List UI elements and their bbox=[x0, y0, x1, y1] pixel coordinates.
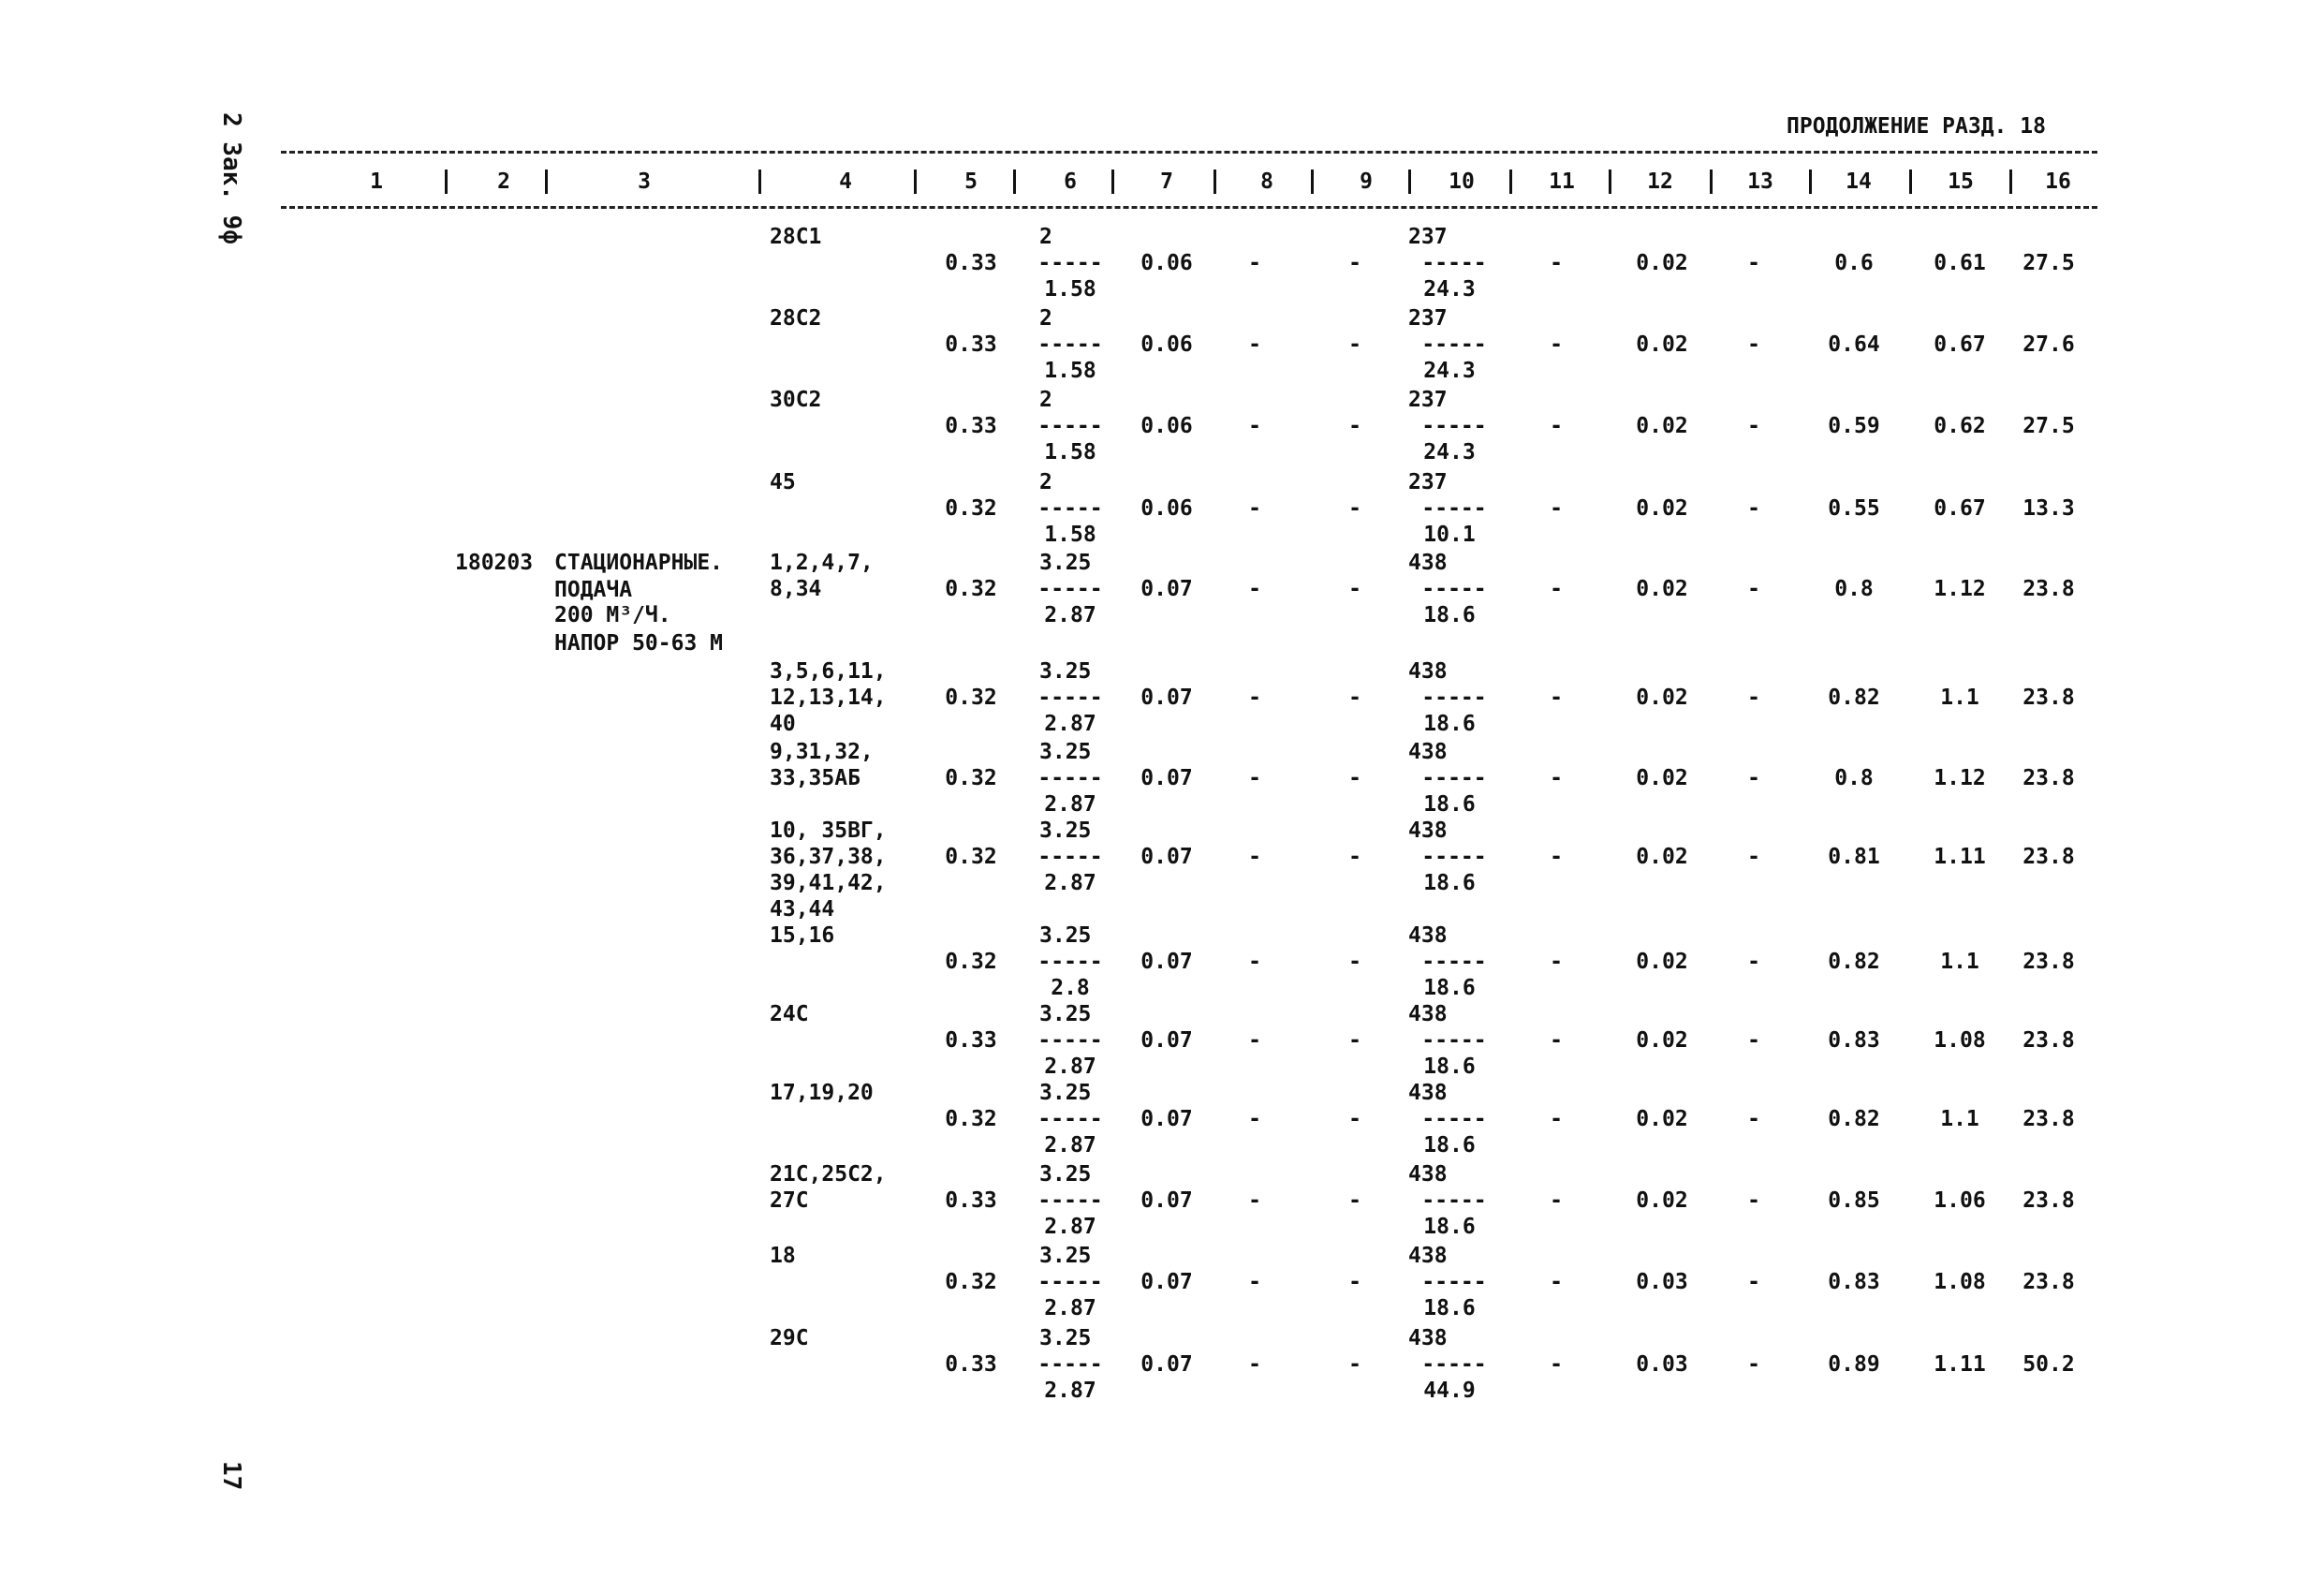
row-12-col11: - bbox=[1550, 1188, 1563, 1213]
group-desc-line-3: 200 М³/Ч. bbox=[554, 603, 671, 627]
row-7-col12: 0.02 bbox=[1636, 766, 1688, 790]
row-2-col14: 0.64 bbox=[1828, 332, 1880, 357]
row-4-col6-num: 2 bbox=[1039, 470, 1052, 494]
row-4-col16: 13.3 bbox=[2022, 496, 2075, 521]
row-7-col8: - bbox=[1248, 766, 1261, 790]
row-12-id-line: 27С bbox=[770, 1188, 809, 1213]
row-3-col10-bar: ----- bbox=[1421, 414, 1487, 438]
row-14-col11: - bbox=[1550, 1352, 1563, 1377]
row-13-col6-bar: ----- bbox=[1037, 1270, 1103, 1294]
row-7-col16: 23.8 bbox=[2022, 766, 2075, 790]
row-14-col13: - bbox=[1747, 1352, 1760, 1377]
row-9-col10-den: 18.6 bbox=[1423, 976, 1476, 1000]
row-11-col12: 0.02 bbox=[1636, 1107, 1688, 1131]
group-desc-line-4: НАПОР 50-63 М bbox=[554, 631, 724, 656]
row-13-col13: - bbox=[1747, 1270, 1760, 1294]
row-3-col15: 0.62 bbox=[1934, 414, 1986, 438]
row-2-id-line: 28С2 bbox=[770, 306, 822, 331]
row-2-col16: 27.6 bbox=[2022, 332, 2075, 357]
row-11-col6-den: 2.87 bbox=[1044, 1133, 1096, 1158]
row-12-col6-bar: ----- bbox=[1037, 1188, 1103, 1213]
row-8-col10-num: 438 bbox=[1408, 819, 1448, 843]
row-13-col9: - bbox=[1348, 1270, 1361, 1294]
row-1-col6-den: 1.58 bbox=[1044, 277, 1096, 302]
row-1-id-line: 28С1 bbox=[770, 225, 822, 249]
row-9-col16: 23.8 bbox=[2022, 950, 2075, 974]
row-12-col14: 0.85 bbox=[1828, 1188, 1880, 1213]
row-13-col11: - bbox=[1550, 1270, 1563, 1294]
row-4-col11: - bbox=[1550, 496, 1563, 521]
row-13-col10-bar: ----- bbox=[1421, 1270, 1487, 1294]
row-2-col13: - bbox=[1747, 332, 1760, 357]
row-12-col6-num: 3.25 bbox=[1039, 1162, 1092, 1187]
row-7-col7: 0.07 bbox=[1140, 766, 1193, 790]
row-11-col9: - bbox=[1348, 1107, 1361, 1131]
row-8-col14: 0.81 bbox=[1828, 845, 1880, 869]
row-4-id-line: 45 bbox=[770, 470, 796, 494]
row-8-col6-num: 3.25 bbox=[1039, 819, 1092, 843]
row-7-col6-num: 3.25 bbox=[1039, 740, 1092, 764]
row-2-col6-bar: ----- bbox=[1037, 332, 1103, 357]
row-2-col6-num: 2 bbox=[1039, 306, 1052, 331]
row-14-col6-bar: ----- bbox=[1037, 1352, 1103, 1377]
row-2-col8: - bbox=[1248, 332, 1261, 357]
row-13-col10-den: 18.6 bbox=[1423, 1296, 1476, 1320]
row-14-col16: 50.2 bbox=[2022, 1352, 2075, 1377]
row-11-id-line: 17,19,20 bbox=[770, 1081, 874, 1105]
order-number-note: 2 Зак. 9ф bbox=[217, 112, 245, 244]
row-6-col8: - bbox=[1248, 686, 1261, 710]
row-2-col10-den: 24.3 bbox=[1423, 359, 1476, 383]
row-1-col10-den: 24.3 bbox=[1423, 277, 1476, 302]
row-13-col5: 0.32 bbox=[945, 1270, 997, 1294]
column-header-2: 2 bbox=[497, 170, 510, 194]
row-4-col5: 0.32 bbox=[945, 496, 997, 521]
row-10-col6-bar: ----- bbox=[1037, 1028, 1103, 1053]
row-1-col7: 0.06 bbox=[1140, 251, 1193, 275]
row-8-id-line: 43,44 bbox=[770, 897, 835, 922]
row-11-col6-num: 3.25 bbox=[1039, 1081, 1092, 1105]
row-13-col16: 23.8 bbox=[2022, 1270, 2075, 1294]
row-6-col13: - bbox=[1747, 686, 1760, 710]
row-11-col16: 23.8 bbox=[2022, 1107, 2075, 1131]
row-5-col7: 0.07 bbox=[1140, 577, 1193, 601]
row-8-id-line: 36,37,38, bbox=[770, 845, 887, 869]
row-14-col10-bar: ----- bbox=[1421, 1352, 1487, 1377]
row-10-col15: 1.08 bbox=[1934, 1028, 1986, 1053]
row-5-col6-bar: ----- bbox=[1037, 577, 1103, 601]
row-14-col8: - bbox=[1248, 1352, 1261, 1377]
row-4-col10-bar: ----- bbox=[1421, 496, 1487, 521]
row-11-col7: 0.07 bbox=[1140, 1107, 1193, 1131]
column-header-6: 6 bbox=[1064, 170, 1077, 194]
row-5-col9: - bbox=[1348, 577, 1361, 601]
row-6-col12: 0.02 bbox=[1636, 686, 1688, 710]
row-3-col13: - bbox=[1747, 414, 1760, 438]
row-1-col9: - bbox=[1348, 251, 1361, 275]
row-5-col10-num: 438 bbox=[1408, 551, 1448, 575]
row-14-id-line: 29С bbox=[770, 1326, 809, 1350]
group-desc-line-2: ПОДАЧА bbox=[554, 578, 633, 602]
row-1-col15: 0.61 bbox=[1934, 251, 1986, 275]
row-1-col16: 27.5 bbox=[2022, 251, 2075, 275]
row-8-col13: - bbox=[1747, 845, 1760, 869]
row-10-col9: - bbox=[1348, 1028, 1361, 1053]
row-5-id-line: 1,2,4,7, bbox=[770, 551, 874, 575]
row-3-col6-den: 1.58 bbox=[1044, 440, 1096, 465]
column-header-9: 9 bbox=[1360, 170, 1373, 194]
row-6-col6-num: 3.25 bbox=[1039, 659, 1092, 684]
row-12-col7: 0.07 bbox=[1140, 1188, 1193, 1213]
row-1-col10-bar: ----- bbox=[1421, 251, 1487, 275]
row-14-col14: 0.89 bbox=[1828, 1352, 1880, 1377]
row-2-col9: - bbox=[1348, 332, 1361, 357]
row-6-col16: 23.8 bbox=[2022, 686, 2075, 710]
row-9-col10-num: 438 bbox=[1408, 923, 1448, 948]
row-3-col8: - bbox=[1248, 414, 1261, 438]
row-5-col10-den: 18.6 bbox=[1423, 603, 1476, 627]
row-4-col13: - bbox=[1747, 496, 1760, 521]
row-14-col12: 0.03 bbox=[1636, 1352, 1688, 1377]
row-9-col6-bar: ----- bbox=[1037, 950, 1103, 974]
row-2-col10-bar: ----- bbox=[1421, 332, 1487, 357]
row-11-col10-bar: ----- bbox=[1421, 1107, 1487, 1131]
row-12-col10-num: 438 bbox=[1408, 1162, 1448, 1187]
row-7-col15: 1.12 bbox=[1934, 766, 1986, 790]
row-11-col11: - bbox=[1550, 1107, 1563, 1131]
row-12-col8: - bbox=[1248, 1188, 1261, 1213]
row-8-col5: 0.32 bbox=[945, 845, 997, 869]
row-6-id-line: 40 bbox=[770, 712, 796, 736]
row-6-col10-bar: ----- bbox=[1421, 686, 1487, 710]
row-3-col6-bar: ----- bbox=[1037, 414, 1103, 438]
row-3-col16: 27.5 bbox=[2022, 414, 2075, 438]
row-11-col10-den: 18.6 bbox=[1423, 1133, 1476, 1158]
row-8-col9: - bbox=[1348, 845, 1361, 869]
row-6-col10-num: 438 bbox=[1408, 659, 1448, 684]
row-7-col11: - bbox=[1550, 766, 1563, 790]
row-14-col6-den: 2.87 bbox=[1044, 1379, 1096, 1403]
row-1-col8: - bbox=[1248, 251, 1261, 275]
continuation-title: ПРОДОЛЖЕНИЕ РАЗД. 18 bbox=[1787, 114, 2046, 139]
row-2-col10-num: 237 bbox=[1408, 306, 1448, 331]
row-13-col10-num: 438 bbox=[1408, 1244, 1448, 1268]
row-12-col9: - bbox=[1348, 1188, 1361, 1213]
row-2-col15: 0.67 bbox=[1934, 332, 1986, 357]
row-9-col15: 1.1 bbox=[1940, 950, 1979, 974]
row-10-id-line: 24С bbox=[770, 1002, 809, 1026]
row-10-col10-bar: ----- bbox=[1421, 1028, 1487, 1053]
row-12-col6-den: 2.87 bbox=[1044, 1215, 1096, 1239]
row-11-col5: 0.32 bbox=[945, 1107, 997, 1131]
row-5-col13: - bbox=[1747, 577, 1760, 601]
column-header-16: 16 bbox=[2045, 170, 2071, 194]
row-4-col6-bar: ----- bbox=[1037, 496, 1103, 521]
row-2-col7: 0.06 bbox=[1140, 332, 1193, 357]
row-8-col15: 1.11 bbox=[1934, 845, 1986, 869]
row-8-id-line: 39,41,42, bbox=[770, 871, 887, 895]
row-3-col5: 0.33 bbox=[945, 414, 997, 438]
row-3-col7: 0.06 bbox=[1140, 414, 1193, 438]
row-10-col10-num: 438 bbox=[1408, 1002, 1448, 1026]
row-2-col5: 0.33 bbox=[945, 332, 997, 357]
row-7-id-line: 9,31,32, bbox=[770, 740, 874, 764]
row-5-col12: 0.02 bbox=[1636, 577, 1688, 601]
row-13-col8: - bbox=[1248, 1270, 1261, 1294]
row-9-col10-bar: ----- bbox=[1421, 950, 1487, 974]
column-header-14: 14 bbox=[1846, 170, 1872, 194]
row-9-col8: - bbox=[1248, 950, 1261, 974]
row-10-col13: - bbox=[1747, 1028, 1760, 1053]
row-6-col9: - bbox=[1348, 686, 1361, 710]
row-11-col14: 0.82 bbox=[1828, 1107, 1880, 1131]
row-12-col15: 1.06 bbox=[1934, 1188, 1986, 1213]
column-header-10: 10 bbox=[1449, 170, 1475, 194]
row-5-col6-den: 2.87 bbox=[1044, 603, 1096, 627]
row-7-col9: - bbox=[1348, 766, 1361, 790]
row-13-col12: 0.03 bbox=[1636, 1270, 1688, 1294]
row-12-col5: 0.33 bbox=[945, 1188, 997, 1213]
row-1-col5: 0.33 bbox=[945, 251, 997, 275]
row-5-col5: 0.32 bbox=[945, 577, 997, 601]
row-13-col15: 1.08 bbox=[1934, 1270, 1986, 1294]
row-14-col9: - bbox=[1348, 1352, 1361, 1377]
row-13-col6-den: 2.87 bbox=[1044, 1296, 1096, 1320]
column-header-11: 11 bbox=[1549, 170, 1575, 194]
row-4-col7: 0.06 bbox=[1140, 496, 1193, 521]
column-header-4: 4 bbox=[839, 170, 852, 194]
row-7-col10-den: 18.6 bbox=[1423, 792, 1476, 817]
row-10-col10-den: 18.6 bbox=[1423, 1055, 1476, 1079]
row-14-col10-num: 438 bbox=[1408, 1326, 1448, 1350]
row-12-col12: 0.02 bbox=[1636, 1188, 1688, 1213]
row-8-col10-bar: ----- bbox=[1421, 845, 1487, 869]
row-12-col10-den: 18.6 bbox=[1423, 1215, 1476, 1239]
row-9-id-line: 15,16 bbox=[770, 923, 835, 948]
row-7-col13: - bbox=[1747, 766, 1760, 790]
row-14-col15: 1.11 bbox=[1934, 1352, 1986, 1377]
row-8-col6-den: 2.87 bbox=[1044, 871, 1096, 895]
row-4-col8: - bbox=[1248, 496, 1261, 521]
row-9-col7: 0.07 bbox=[1140, 950, 1193, 974]
row-7-col10-bar: ----- bbox=[1421, 766, 1487, 790]
column-header-12: 12 bbox=[1647, 170, 1673, 194]
row-8-col10-den: 18.6 bbox=[1423, 871, 1476, 895]
row-6-col6-bar: ----- bbox=[1037, 686, 1103, 710]
row-8-col16: 23.8 bbox=[2022, 845, 2075, 869]
row-7-col5: 0.32 bbox=[945, 766, 997, 790]
row-3-col6-num: 2 bbox=[1039, 388, 1052, 412]
row-9-col5: 0.32 bbox=[945, 950, 997, 974]
row-4-col10-num: 237 bbox=[1408, 470, 1448, 494]
column-header-15: 15 bbox=[1948, 170, 1974, 194]
row-10-col11: - bbox=[1550, 1028, 1563, 1053]
column-header-8: 8 bbox=[1260, 170, 1273, 194]
row-6-col14: 0.82 bbox=[1828, 686, 1880, 710]
column-header-13: 13 bbox=[1747, 170, 1773, 194]
row-9-col14: 0.82 bbox=[1828, 950, 1880, 974]
row-13-col14: 0.83 bbox=[1828, 1270, 1880, 1294]
row-5-col16: 23.8 bbox=[2022, 577, 2075, 601]
row-6-col11: - bbox=[1550, 686, 1563, 710]
row-5-id-line: 8,34 bbox=[770, 577, 822, 601]
row-13-col7: 0.07 bbox=[1140, 1270, 1193, 1294]
row-3-col11: - bbox=[1550, 414, 1563, 438]
row-2-col12: 0.02 bbox=[1636, 332, 1688, 357]
row-5-col11: - bbox=[1550, 577, 1563, 601]
row-6-col5: 0.32 bbox=[945, 686, 997, 710]
row-1-col13: - bbox=[1747, 251, 1760, 275]
row-12-col16: 23.8 bbox=[2022, 1188, 2075, 1213]
row-7-col6-bar: ----- bbox=[1037, 766, 1103, 790]
row-8-col7: 0.07 bbox=[1140, 845, 1193, 869]
row-10-col7: 0.07 bbox=[1140, 1028, 1193, 1053]
row-12-id-line: 21С,25С2, bbox=[770, 1162, 887, 1187]
row-10-col12: 0.02 bbox=[1636, 1028, 1688, 1053]
row-8-col8: - bbox=[1248, 845, 1261, 869]
row-1-col12: 0.02 bbox=[1636, 251, 1688, 275]
row-14-col5: 0.33 bbox=[945, 1352, 997, 1377]
row-6-id-line: 12,13,14, bbox=[770, 686, 887, 710]
row-1-col6-bar: ----- bbox=[1037, 251, 1103, 275]
row-10-col8: - bbox=[1248, 1028, 1261, 1053]
row-11-col10-num: 438 bbox=[1408, 1081, 1448, 1105]
row-10-col16: 23.8 bbox=[2022, 1028, 2075, 1053]
row-9-col9: - bbox=[1348, 950, 1361, 974]
row-1-col11: - bbox=[1550, 251, 1563, 275]
row-5-col14: 0.8 bbox=[1834, 577, 1874, 601]
row-3-id-line: 30С2 bbox=[770, 388, 822, 412]
row-1-col6-num: 2 bbox=[1039, 225, 1052, 249]
row-5-col10-bar: ----- bbox=[1421, 577, 1487, 601]
row-9-col12: 0.02 bbox=[1636, 950, 1688, 974]
row-7-col6-den: 2.87 bbox=[1044, 792, 1096, 817]
group-desc-line-1: СТАЦИОНАРНЫЕ. bbox=[554, 551, 724, 575]
row-8-col11: - bbox=[1550, 845, 1563, 869]
row-6-col15: 1.1 bbox=[1940, 686, 1979, 710]
row-5-col15: 1.12 bbox=[1934, 577, 1986, 601]
column-header-3: 3 bbox=[638, 170, 651, 194]
row-2-col6-den: 1.58 bbox=[1044, 359, 1096, 383]
row-6-col6-den: 2.87 bbox=[1044, 712, 1096, 736]
row-10-col6-num: 3.25 bbox=[1039, 1002, 1092, 1026]
row-14-col6-num: 3.25 bbox=[1039, 1326, 1092, 1350]
row-3-col12: 0.02 bbox=[1636, 414, 1688, 438]
row-14-col7: 0.07 bbox=[1140, 1352, 1193, 1377]
row-13-id-line: 18 bbox=[770, 1244, 796, 1268]
row-12-col13: - bbox=[1747, 1188, 1760, 1213]
row-8-id-line: 10, 35ВГ, bbox=[770, 819, 887, 843]
row-7-col10-num: 438 bbox=[1408, 740, 1448, 764]
row-12-col10-bar: ----- bbox=[1421, 1188, 1487, 1213]
row-2-col11: - bbox=[1550, 332, 1563, 357]
row-5-col6-num: 3.25 bbox=[1039, 551, 1092, 575]
row-7-col14: 0.8 bbox=[1834, 766, 1874, 790]
row-11-col8: - bbox=[1248, 1107, 1261, 1131]
row-11-col13: - bbox=[1747, 1107, 1760, 1131]
row-6-id-line: 3,5,6,11, bbox=[770, 659, 887, 684]
row-4-col10-den: 10.1 bbox=[1423, 523, 1476, 547]
row-6-col10-den: 18.6 bbox=[1423, 712, 1476, 736]
row-1-col14: 0.6 bbox=[1834, 251, 1874, 275]
row-10-col5: 0.33 bbox=[945, 1028, 997, 1053]
row-3-col10-num: 237 bbox=[1408, 388, 1448, 412]
row-4-col14: 0.55 bbox=[1828, 496, 1880, 521]
row-9-col6-num: 3.25 bbox=[1039, 923, 1092, 948]
row-8-col12: 0.02 bbox=[1636, 845, 1688, 869]
row-8-col6-bar: ----- bbox=[1037, 845, 1103, 869]
row-3-col10-den: 24.3 bbox=[1423, 440, 1476, 465]
row-7-id-line: 33,35АБ bbox=[770, 766, 860, 790]
group-code: 180203 bbox=[455, 551, 534, 575]
row-5-col8: - bbox=[1248, 577, 1261, 601]
column-header-5: 5 bbox=[964, 170, 978, 194]
row-6-col7: 0.07 bbox=[1140, 686, 1193, 710]
row-14-col10-den: 44.9 bbox=[1423, 1379, 1476, 1403]
row-1-col10-num: 237 bbox=[1408, 225, 1448, 249]
row-11-col6-bar: ----- bbox=[1037, 1107, 1103, 1131]
row-13-col6-num: 3.25 bbox=[1039, 1244, 1092, 1268]
row-10-col6-den: 2.87 bbox=[1044, 1055, 1096, 1079]
row-10-col14: 0.83 bbox=[1828, 1028, 1880, 1053]
row-4-col6-den: 1.58 bbox=[1044, 523, 1096, 547]
column-header-7: 7 bbox=[1160, 170, 1173, 194]
row-11-col15: 1.1 bbox=[1940, 1107, 1979, 1131]
row-9-col11: - bbox=[1550, 950, 1563, 974]
row-3-col14: 0.59 bbox=[1828, 414, 1880, 438]
row-4-col12: 0.02 bbox=[1636, 496, 1688, 521]
row-4-col9: - bbox=[1348, 496, 1361, 521]
row-4-col15: 0.67 bbox=[1934, 496, 1986, 521]
row-3-col9: - bbox=[1348, 414, 1361, 438]
column-header-1: 1 bbox=[370, 170, 383, 194]
row-9-col6-den: 2.8 bbox=[1051, 976, 1090, 1000]
row-9-col13: - bbox=[1747, 950, 1760, 974]
page-number: 17 bbox=[217, 1461, 245, 1491]
